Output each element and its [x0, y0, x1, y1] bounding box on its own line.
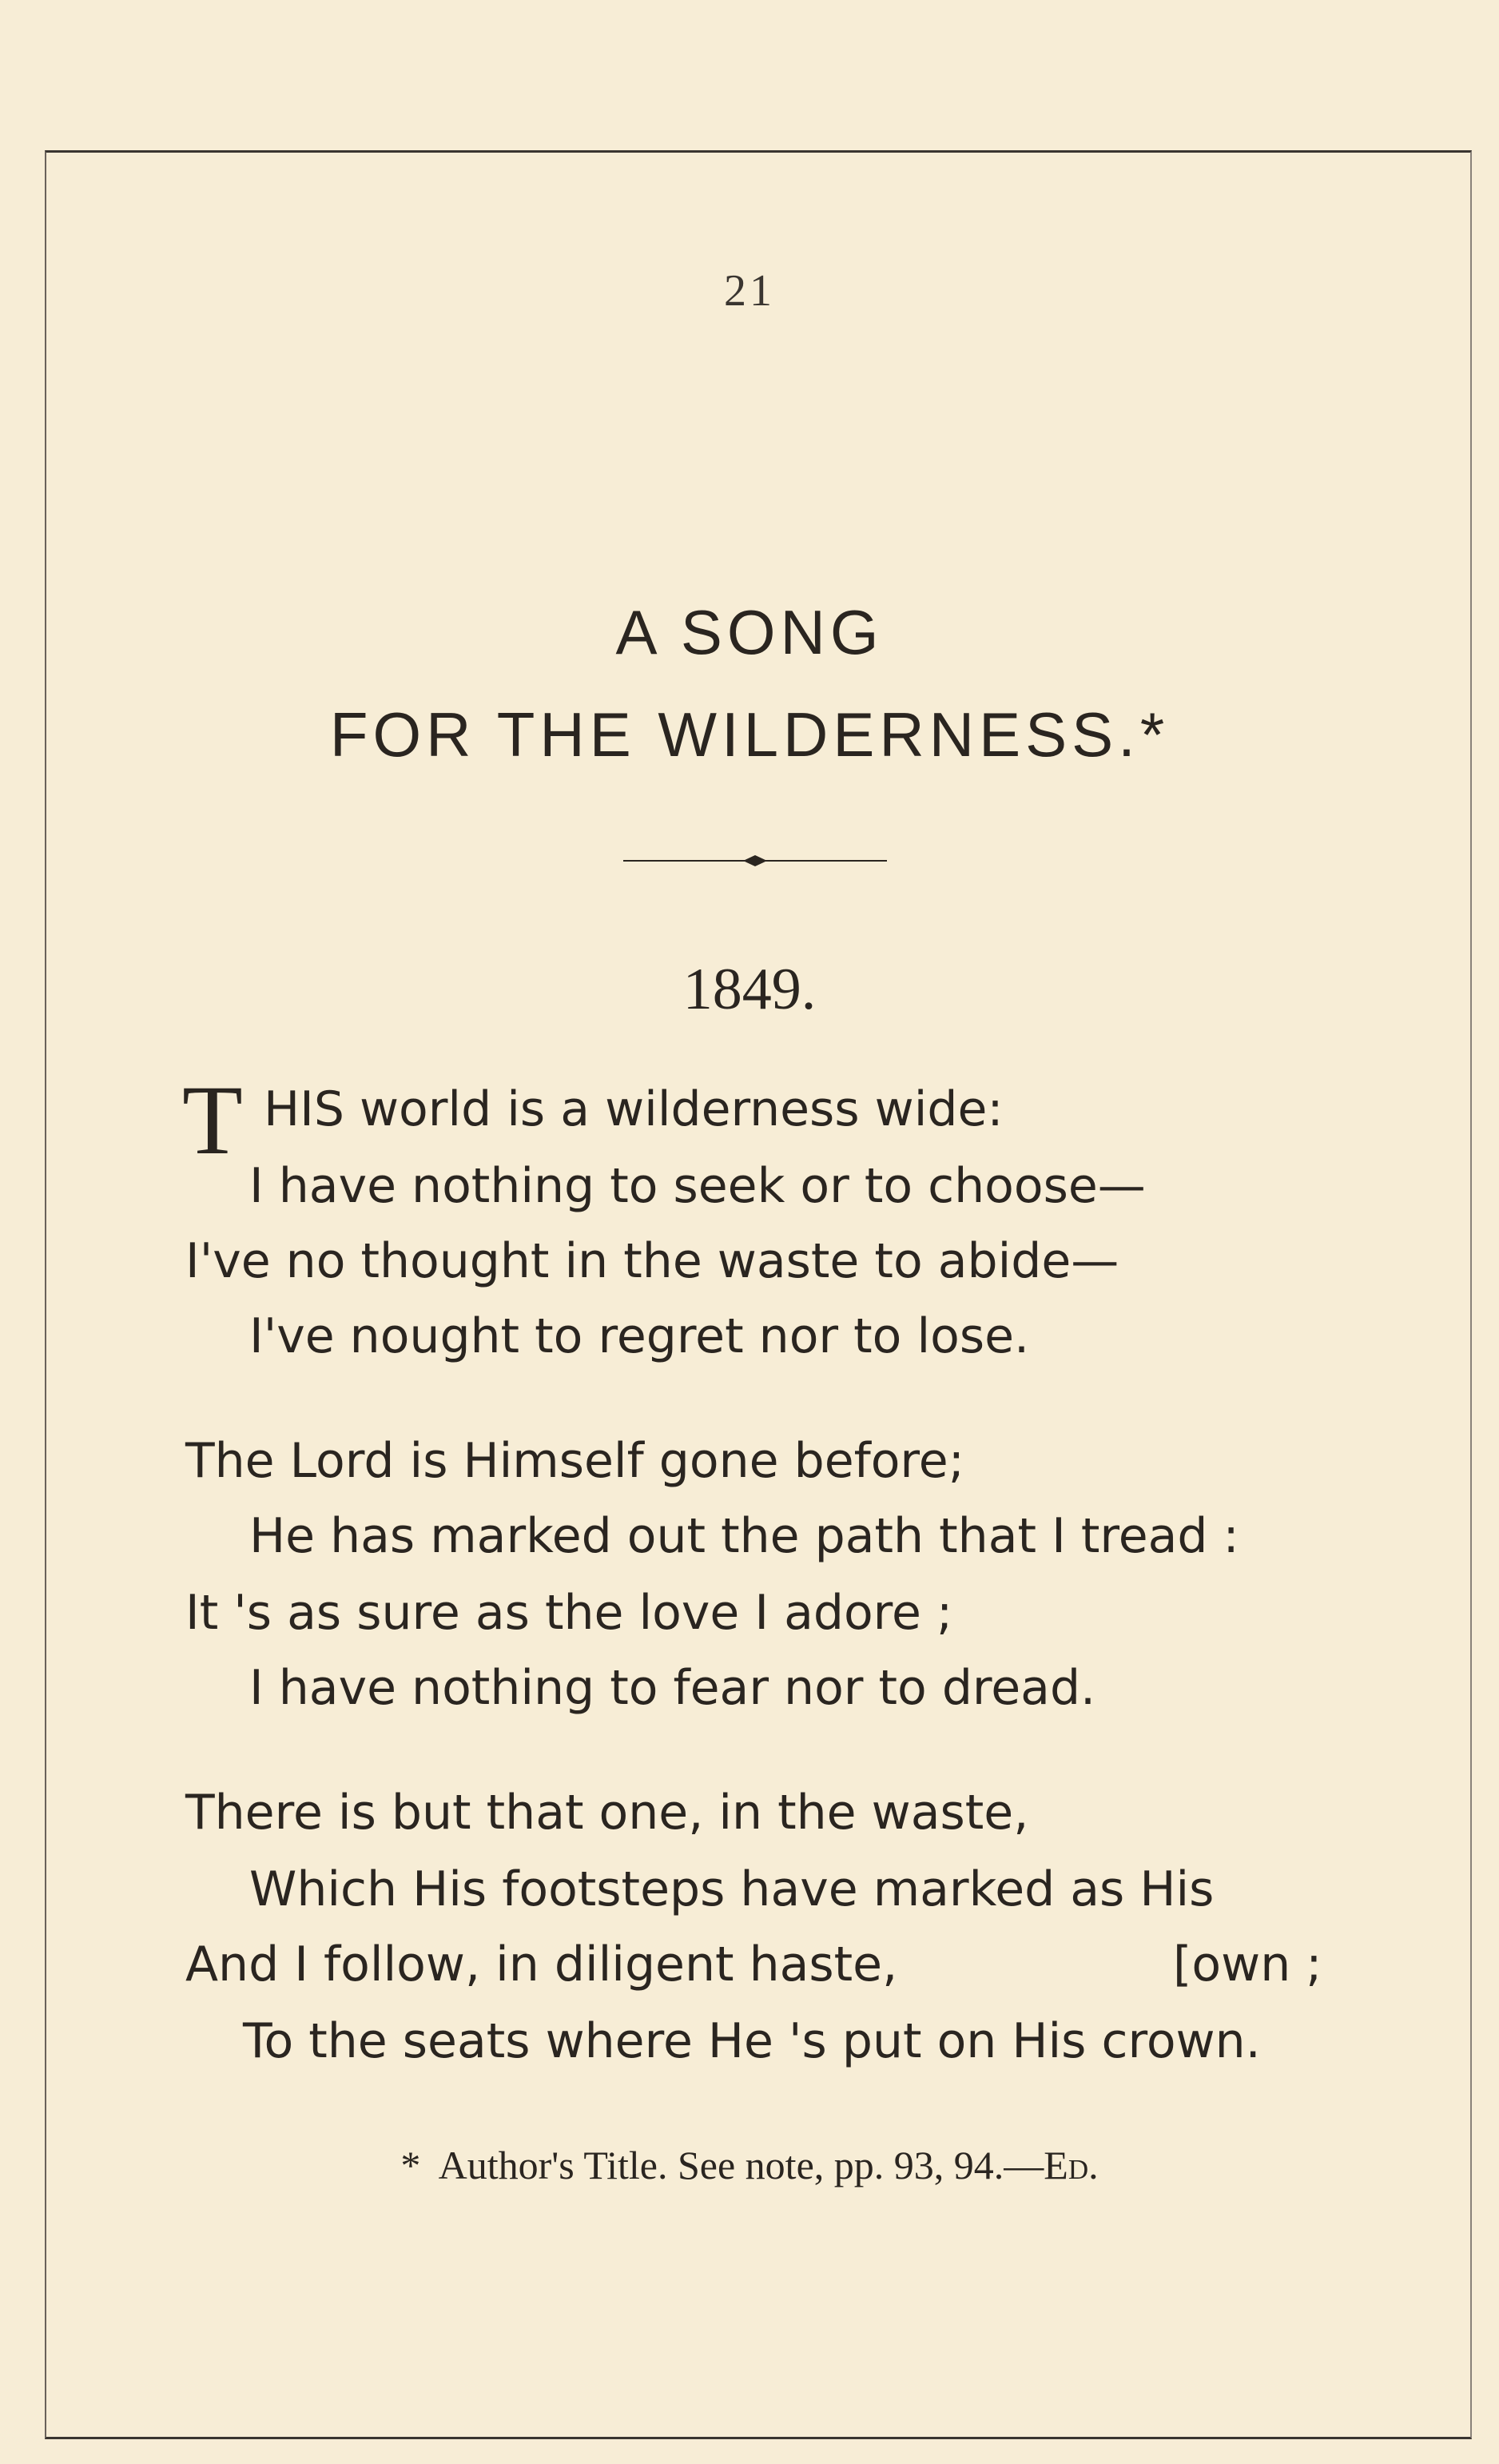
page-frame — [45, 150, 1472, 2439]
stanza3-line3: And I follow, in diligent haste, — [185, 1937, 898, 1992]
poem-title-line-1: A SONG — [615, 597, 884, 667]
footnote-text: Author's Title. See note, pp. 93, 94.— — [438, 2143, 1044, 2187]
stanza3-turnover: [own ; — [1173, 1937, 1322, 1992]
stanza1-line3: I've no thought in the waste to abide— — [185, 1233, 1119, 1289]
stanza2-line4: I have nothing to fear nor to dread. — [249, 1660, 1096, 1716]
page-number: 21 — [724, 266, 775, 316]
stanza2-line1: The Lord is Himself gone before; — [185, 1433, 964, 1489]
footnote-marker: * — [400, 2143, 421, 2187]
stanza3-line4: To the seats where He 's put on His crown. — [243, 2013, 1261, 2069]
stanza1-line2: I have nothing to seek or to choose— — [249, 1158, 1146, 1214]
footnote-editor: Ed. — [1044, 2143, 1099, 2187]
stanza2-line2: He has marked out the path that I tread : — [249, 1508, 1239, 1564]
stanza3-line2: Which His footsteps have marked as His — [249, 1861, 1215, 1917]
title-ornament-rule — [623, 849, 887, 873]
poem-title-line-2: FOR THE WILDERNESS.* — [329, 699, 1170, 770]
poem-year: 1849. — [682, 957, 817, 1022]
stanza1-line4: I've nought to regret nor to lose. — [249, 1308, 1030, 1364]
drop-cap-letter: T — [182, 1065, 243, 1175]
footnote — [0, 2142, 1499, 2188]
stanza2-line3: It 's as sure as the love I adore ; — [185, 1585, 953, 1641]
stanza1-line1: HIS world is a wilderness wide: — [264, 1081, 1004, 1137]
stanza3-line1: There is but that one, in the waste, — [185, 1785, 1029, 1841]
